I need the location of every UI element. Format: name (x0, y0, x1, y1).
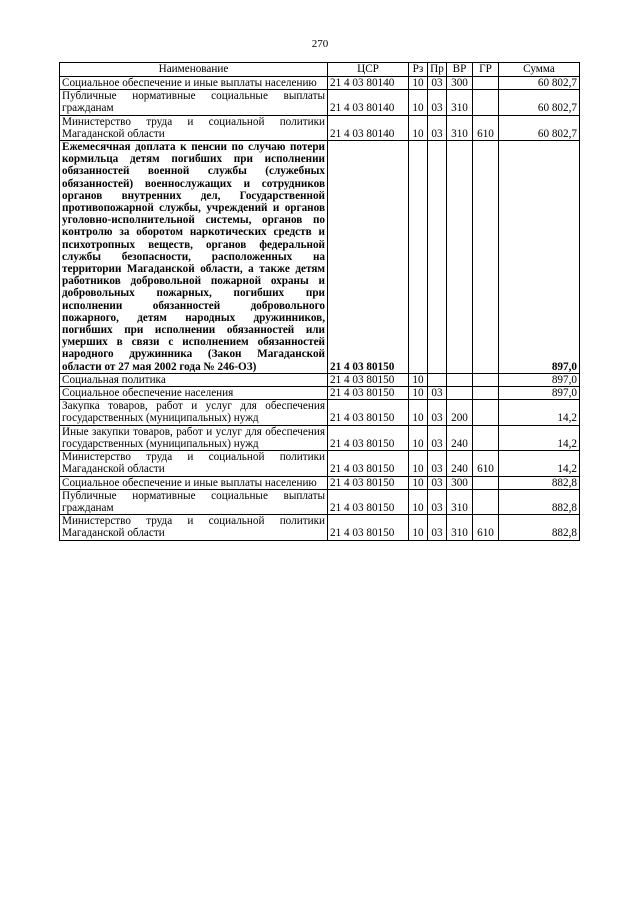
cell-csr: 21 4 03 80150 (328, 515, 409, 540)
table-row (60, 425, 580, 450)
cell-pr: 03 (428, 90, 447, 115)
cell-pr: 03 (428, 400, 447, 425)
cell-sum: 60 802,7 (499, 115, 580, 140)
cell-pr: 03 (428, 489, 447, 514)
cell-sum: 897,0 (499, 373, 580, 386)
cell-name: Министерство труда и социальной политики Магаданской области (60, 515, 328, 540)
cell-sum: 882,8 (499, 515, 580, 540)
cell-rz: 10 (409, 425, 428, 450)
cell-sum: 14,2 (499, 451, 580, 476)
header-csr: ЦСР (328, 63, 409, 77)
cell-gr: 610 (473, 451, 499, 476)
table-row (60, 489, 580, 514)
table-row (60, 141, 580, 374)
cell-gr (473, 387, 499, 400)
cell-vr: 310 (447, 515, 473, 540)
cell-csr: 21 4 03 80150 (328, 489, 409, 514)
cell-name: Социальное обеспечение и иные выплаты населению (60, 476, 328, 489)
cell-sum: 60 802,7 (499, 90, 580, 115)
cell-vr: 300 (447, 476, 473, 489)
table-row (60, 77, 580, 90)
cell-gr: 610 (473, 115, 499, 140)
cell-rz: 10 (409, 387, 428, 400)
header-pr: Пр (428, 63, 447, 77)
table-row (60, 400, 580, 425)
cell-gr (473, 77, 499, 90)
header-vr: ВР (447, 63, 473, 77)
cell-csr: 21 4 03 80150 (328, 387, 409, 400)
cell-sum: 897,0 (499, 141, 580, 374)
cell-name: Закупка товаров, работ и услуг для обеспечения государственных (муниципальных) нужд (60, 400, 328, 425)
table-row (60, 387, 580, 400)
cell-vr: 310 (447, 489, 473, 514)
cell-sum: 60 802,7 (499, 77, 580, 90)
header-sum: Сумма (499, 63, 580, 77)
cell-csr: 21 4 03 80140 (328, 77, 409, 90)
cell-pr (428, 373, 447, 386)
cell-rz: 10 (409, 515, 428, 540)
cell-gr (473, 141, 499, 374)
cell-pr: 03 (428, 425, 447, 450)
table-row (60, 115, 580, 140)
cell-csr: 21 4 03 80140 (328, 90, 409, 115)
table-row (60, 90, 580, 115)
cell-gr (473, 400, 499, 425)
budget-table (59, 62, 580, 541)
cell-name: Министерство труда и социальной политики Магаданской области (60, 451, 328, 476)
cell-vr: 240 (447, 425, 473, 450)
cell-sum: 14,2 (499, 400, 580, 425)
cell-sum: 897,0 (499, 387, 580, 400)
cell-name: Публичные нормативные социальные выплаты гражданам (60, 90, 328, 115)
cell-csr: 21 4 03 80140 (328, 115, 409, 140)
cell-vr (447, 387, 473, 400)
table-row (60, 451, 580, 476)
cell-gr (473, 90, 499, 115)
table-row (60, 373, 580, 386)
cell-name: Министерство труда и социальной политики Магаданской области (60, 115, 328, 140)
cell-vr: 240 (447, 451, 473, 476)
cell-pr: 03 (428, 115, 447, 140)
cell-csr: 21 4 03 80150 (328, 141, 409, 374)
cell-vr (447, 141, 473, 374)
table-row (60, 515, 580, 540)
cell-vr: 310 (447, 115, 473, 140)
cell-name: Ежемесячная доплата к пенсии по случаю потери кормильца детям погибших при исполнении обязанностей военной службы (служебных обязанностей) военнослужащих и сотрудников органов внутренних дел, Государственной противопожарной службы, учреждений и органов уголовно-исполнительной системы, органов по контролю за оборотом наркотических средств и психотропных веществ, органов федеральной службы безопасности, расположенных на территории Магаданской области, а также детям работников добровольной пожарной охраны и добровольных пожарных, погибших при исполнении обязанностей добровольного пожарного, детям народных дружинников, погибших при исполнении обязанностей или умерших в связи с исполнением обязанностей народного дружинника (Закон Магаданской области от 27 мая 2002 года № 246-ОЗ) (60, 141, 328, 374)
cell-pr: 03 (428, 515, 447, 540)
cell-vr: 200 (447, 400, 473, 425)
cell-sum: 882,8 (499, 489, 580, 514)
cell-sum: 882,8 (499, 476, 580, 489)
table-header-row (60, 63, 580, 77)
cell-pr: 03 (428, 77, 447, 90)
cell-pr: 03 (428, 387, 447, 400)
cell-gr (473, 476, 499, 489)
cell-gr (473, 425, 499, 450)
cell-rz: 10 (409, 77, 428, 90)
cell-name: Социальное обеспечение населения (60, 387, 328, 400)
cell-csr: 21 4 03 80150 (328, 425, 409, 450)
cell-name: Социальная политика (60, 373, 328, 386)
cell-name: Социальное обеспечение и иные выплаты населению (60, 77, 328, 90)
cell-gr (473, 373, 499, 386)
table-row (60, 476, 580, 489)
cell-csr: 21 4 03 80150 (328, 373, 409, 386)
cell-rz (409, 141, 428, 374)
cell-rz: 10 (409, 489, 428, 514)
cell-sum: 14,2 (499, 425, 580, 450)
cell-vr (447, 373, 473, 386)
cell-pr: 03 (428, 476, 447, 489)
cell-rz: 10 (409, 451, 428, 476)
header-rz: Рз (409, 63, 428, 77)
cell-rz: 10 (409, 373, 428, 386)
cell-name: Публичные нормативные социальные выплаты гражданам (60, 489, 328, 514)
cell-pr: 03 (428, 451, 447, 476)
cell-vr: 310 (447, 90, 473, 115)
cell-rz: 10 (409, 115, 428, 140)
cell-pr (428, 141, 447, 374)
header-name: Наименование (60, 63, 328, 77)
cell-rz: 10 (409, 400, 428, 425)
page-number: 270 (311, 38, 329, 50)
cell-csr: 21 4 03 80150 (328, 476, 409, 489)
cell-name: Иные закупки товаров, работ и услуг для обеспечения государственных (муниципальных) нужд (60, 425, 328, 450)
header-gr: ГР (473, 63, 499, 77)
cell-rz: 10 (409, 90, 428, 115)
cell-csr: 21 4 03 80150 (328, 451, 409, 476)
cell-gr: 610 (473, 515, 499, 540)
cell-vr: 300 (447, 77, 473, 90)
cell-csr: 21 4 03 80150 (328, 400, 409, 425)
cell-rz: 10 (409, 476, 428, 489)
cell-gr (473, 489, 499, 514)
